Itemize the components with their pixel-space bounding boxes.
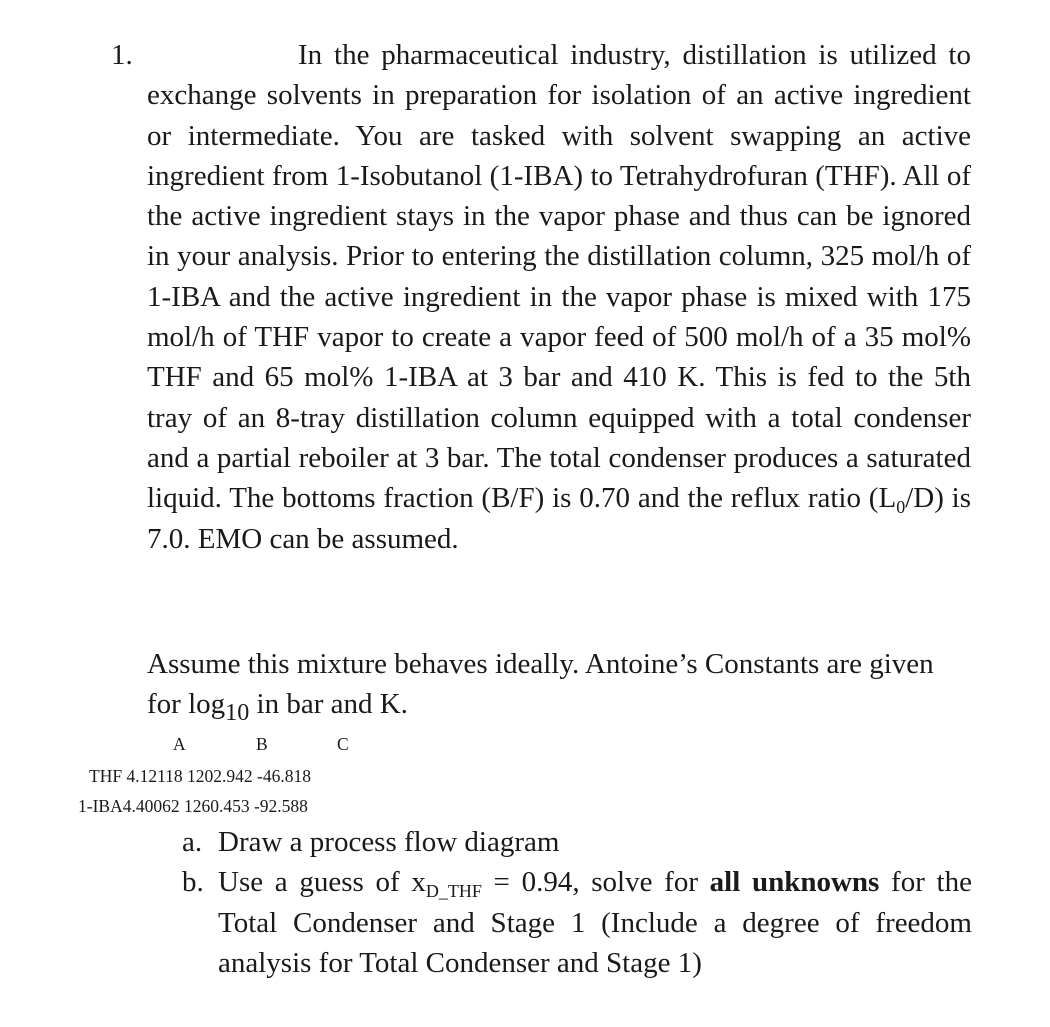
cell-b: 1260.453 [183, 796, 250, 816]
table-row-thf [89, 766, 311, 787]
part-b [182, 862, 972, 983]
problem-statement [147, 35, 971, 559]
intro-text-2: /D) is 7.0. EMO can be assumed. [147, 482, 972, 555]
cell-a: 4.40062 [122, 796, 180, 816]
row-name: THF [89, 766, 123, 786]
part-b-text [218, 862, 972, 983]
part-b-bold: all unknowns [709, 866, 880, 899]
cell-b: 1202.942 [187, 766, 253, 786]
question-parts [182, 822, 972, 983]
part-b-text-3: for the Total Condenser and Stage 1 (Include a degree of freedom analysis for Total Condenser and Stage 1) [218, 866, 972, 979]
part-a-text: Draw a process flow diagram [218, 826, 560, 858]
reflux-subscript: 0 [896, 497, 906, 518]
part-a-label: a. [182, 826, 203, 858]
assume-text-1: Assume this mixture behaves ideally. Antoine’s Constants are given for log [147, 648, 934, 721]
intro-text-1: In the pharmaceutical industry, distillation is utilized to exchange solvents in preparation for isolation of an active ingredient or intermediate. You are tasked with solvent swapping an active ingredient from 1-Isobutanol (1-IBA) to Tetrahydrofuran (THF). All of the active ingredient stays in the vapor phase and thus can be ignored in your analysis. Prior to entering the distillation column, 325 mol/h of 1-IBA and the active ingredient in the vapor phase is mixed with 175 mol/h of THF vapor to create a vapor feed of 500 mol/h of a 35 mol% THF and 65 mol% 1-IBA at 3 bar and 410 K. This is fed to the 5th tray of an 8-tray distillation column equipped with a total condenser and a partial reboiler at 3 bar. The total condenser produces a saturated liquid. The bottoms fraction (B/F) is 0.70 and the reflux ratio (L [147, 39, 971, 515]
part-b-label: b. [182, 866, 204, 899]
log-subscript: 10 [225, 699, 250, 727]
cell-a: 4.12118 [126, 766, 183, 786]
cell-c: -46.818 [257, 766, 311, 786]
part-b-text-2: = 0.94, solve for [481, 866, 710, 899]
row-name: 1-IBA [78, 796, 123, 816]
header-b: B [256, 734, 268, 754]
x-subscript: D_THF [425, 881, 482, 902]
header-c: C [337, 734, 349, 754]
assumption-statement [147, 644, 971, 733]
question-number: 1. [111, 39, 133, 71]
header-a: A [173, 734, 186, 754]
part-a [182, 822, 972, 862]
assume-text-2: in bar and K. [249, 688, 408, 721]
part-b-text-1: Use a guess of x [218, 866, 426, 899]
cell-c: -92.588 [253, 796, 308, 816]
table-row-1-iba [78, 796, 308, 817]
